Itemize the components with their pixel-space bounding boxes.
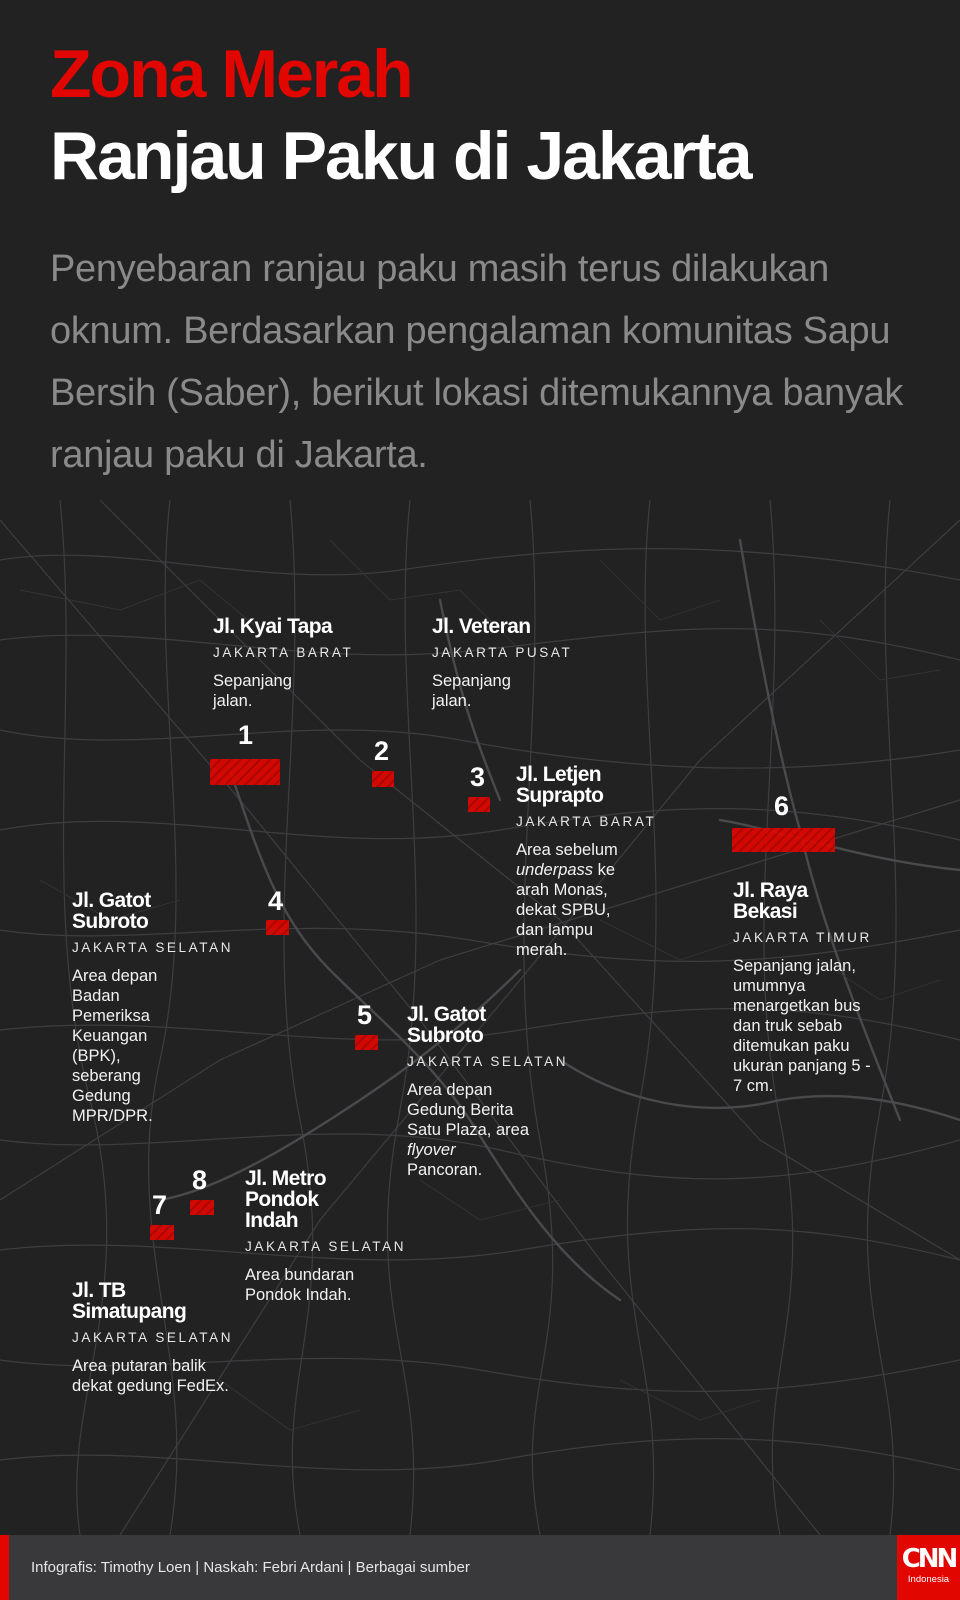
location-area: JAKARTA BARAT (213, 645, 354, 660)
location-name: Jl. Raya Bekasi (733, 879, 808, 923)
road-marker-6 (732, 828, 835, 852)
location-desc (407, 1080, 533, 1180)
location-name: Jl. Letjen Suprapto (516, 763, 604, 807)
marker-number-5: 5 (357, 1000, 373, 1030)
title-zona-merah: Zona Merah (50, 36, 412, 112)
desc-italic: underpass (516, 861, 594, 879)
location-area: JAKARTA BARAT (516, 814, 657, 829)
location-desc: Sepanjang jalan. (432, 672, 511, 710)
location-8-label (245, 1168, 415, 1305)
location-name: Jl. Kyai Tapa (213, 615, 333, 638)
credits-text: Infografis: Timothy Loen | Naskah: Febri Ardani | Berbagai sumber (31, 1559, 470, 1576)
location-desc: Area bundaran Pondok Indah. (245, 1266, 355, 1304)
marker-number-8: 8 (192, 1165, 208, 1195)
location-desc (516, 840, 638, 960)
location-desc: Area putaran balik dekat gedung FedEx. (72, 1357, 229, 1395)
location-name: Jl. Metro Pondok Indah (245, 1167, 326, 1232)
marker-number-1: 1 (238, 720, 254, 750)
marker-number-7: 7 (152, 1190, 168, 1220)
location-1-label (213, 616, 363, 711)
intro-paragraph: Penyebaran ranjau paku masih terus dilakukan oknum. Berdasarkan pengalaman komunitas Sapu Bersih (Saber), berikut lokasi ditemukannya banyak ranjau paku di Jakarta. (50, 248, 904, 476)
marker-number-3: 3 (470, 762, 486, 792)
marker-number-2: 2 (374, 736, 390, 766)
location-desc: Sepanjang jalan. (213, 672, 292, 710)
cnn-indonesia-logo (897, 1535, 960, 1600)
location-area: JAKARTA TIMUR (733, 930, 872, 945)
desc-text: Pancoran. (407, 1161, 483, 1179)
road-marker-1 (210, 759, 280, 785)
location-desc: Area depan Badan Pemeriksa Keuangan (BPK), seberang Gedung MPR/DPR. (72, 967, 158, 1125)
location-7-label (72, 1280, 242, 1396)
road-marker-2 (372, 771, 394, 787)
location-area: JAKARTA SELATAN (407, 1054, 569, 1069)
road-marker-4 (266, 920, 289, 935)
location-4-label (72, 890, 242, 1126)
footer (0, 1535, 960, 1600)
location-area: JAKARTA SELATAN (72, 940, 234, 955)
road-marker-5 (355, 1035, 378, 1050)
location-name: Jl. Gatot Subroto (407, 1003, 486, 1047)
marker-number-6: 6 (774, 791, 790, 821)
logo-mark: CNN (901, 1544, 956, 1574)
location-5-label (407, 1004, 577, 1180)
location-name: Jl. TB Simatupang (72, 1279, 187, 1323)
road-marker-7 (150, 1225, 174, 1240)
title-ranjau-paku: Ranjau Paku di Jakarta (50, 118, 751, 194)
road-marker-8 (190, 1200, 214, 1215)
location-name: Jl. Veteran (432, 615, 531, 638)
location-area: JAKARTA SELATAN (72, 1330, 234, 1345)
location-area: JAKARTA SELATAN (245, 1239, 407, 1254)
location-6-label (733, 880, 883, 1096)
location-2-label (432, 616, 582, 711)
desc-italic: flyover (407, 1141, 456, 1159)
marker-number-4: 4 (268, 886, 284, 916)
logo-subtitle: Indonesia (907, 1574, 950, 1585)
location-desc: Sepanjang jalan, umumnya menargetkan bus dan truk sebab ditemukan paku ukuran panjang 5 - 7 cm. (733, 957, 871, 1095)
desc-text: Area depan Gedung Berita Satu Plaza, area (407, 1081, 529, 1139)
desc-text: Area sebelum (516, 841, 618, 859)
location-name: Jl. Gatot Subroto (72, 889, 151, 933)
location-3-label (516, 764, 666, 960)
footer-accent-bar (0, 1535, 9, 1600)
desc-text: ke arah Monas, dekat SPBU, dan lampu merah. (516, 861, 616, 959)
location-area: JAKARTA PUSAT (432, 645, 573, 660)
road-marker-3 (468, 797, 490, 812)
